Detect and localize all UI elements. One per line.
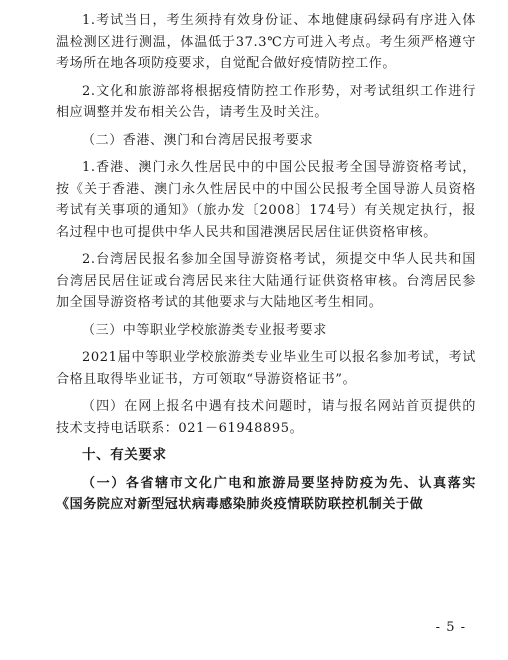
paragraph-hk-macao: 1.香港、澳门永久性居民中的中国公民报考全国导游资格考试，按《关于香港、澳门永久性居民中的中国公民报考全国导游人员资格考试有关事项的通知》（旅办发〔2008〕174号）有关规定执行，报名过程中也可提供中华人民共和国港澳居民居住证供资格审核。 [56, 160, 476, 240]
paragraph-tech-support: （四）在网上报名中遇有技术问题时，请与报名网站首页提供的技术支持电话联系：021－61948895。 [56, 399, 476, 436]
paragraph-adjustment-notice: 2.文化和旅游部将根据疫情防控工作形势，对考试组织工作进行相应调整并发布相关公告，请考生及时关注。 [56, 83, 476, 120]
paragraph-taiwan: 2.台湾居民报名参加全国导游资格考试，须提交中华人民共和国台湾居民居住证或台湾居民来往大陆通行证供资格审核。台湾居民参加全国导游资格考试的其他要求与大陆地区考生相同。 [56, 252, 476, 310]
paragraph-health-check: 1.考试当日，考生须持有效身份证、本地健康码绿码有序进入体温检测区进行测温，体温低于37.3℃方可进入考点。考生须严格遵守考场所在地各项防疫要求，自觉配合做好疫情防控工作。 [56, 13, 476, 71]
section-heading-requirements: 十、有关要求 [82, 447, 167, 463]
paragraph-requirements: （一）各省辖市文化广电和旅游局要坚持防疫为先、认真落实《国务院应对新型冠状病毒感染肺炎疫情联防联控机制关于做 [56, 475, 476, 512]
page-number: - 5 - [435, 620, 466, 635]
paragraph-vocational: 2021届中等职业学校旅游类专业毕业生可以报名参加考试，考试合格且取得毕业证书，方可领取“导游资格证书”。 [56, 350, 476, 387]
document-body [56, 10, 476, 522]
section-heading-hk-macao-taiwan: （二）香港、澳门和台湾居民报考要求 [82, 132, 314, 148]
section-heading-vocational: （三）中等职业学校旅游类专业报考要求 [82, 322, 327, 338]
